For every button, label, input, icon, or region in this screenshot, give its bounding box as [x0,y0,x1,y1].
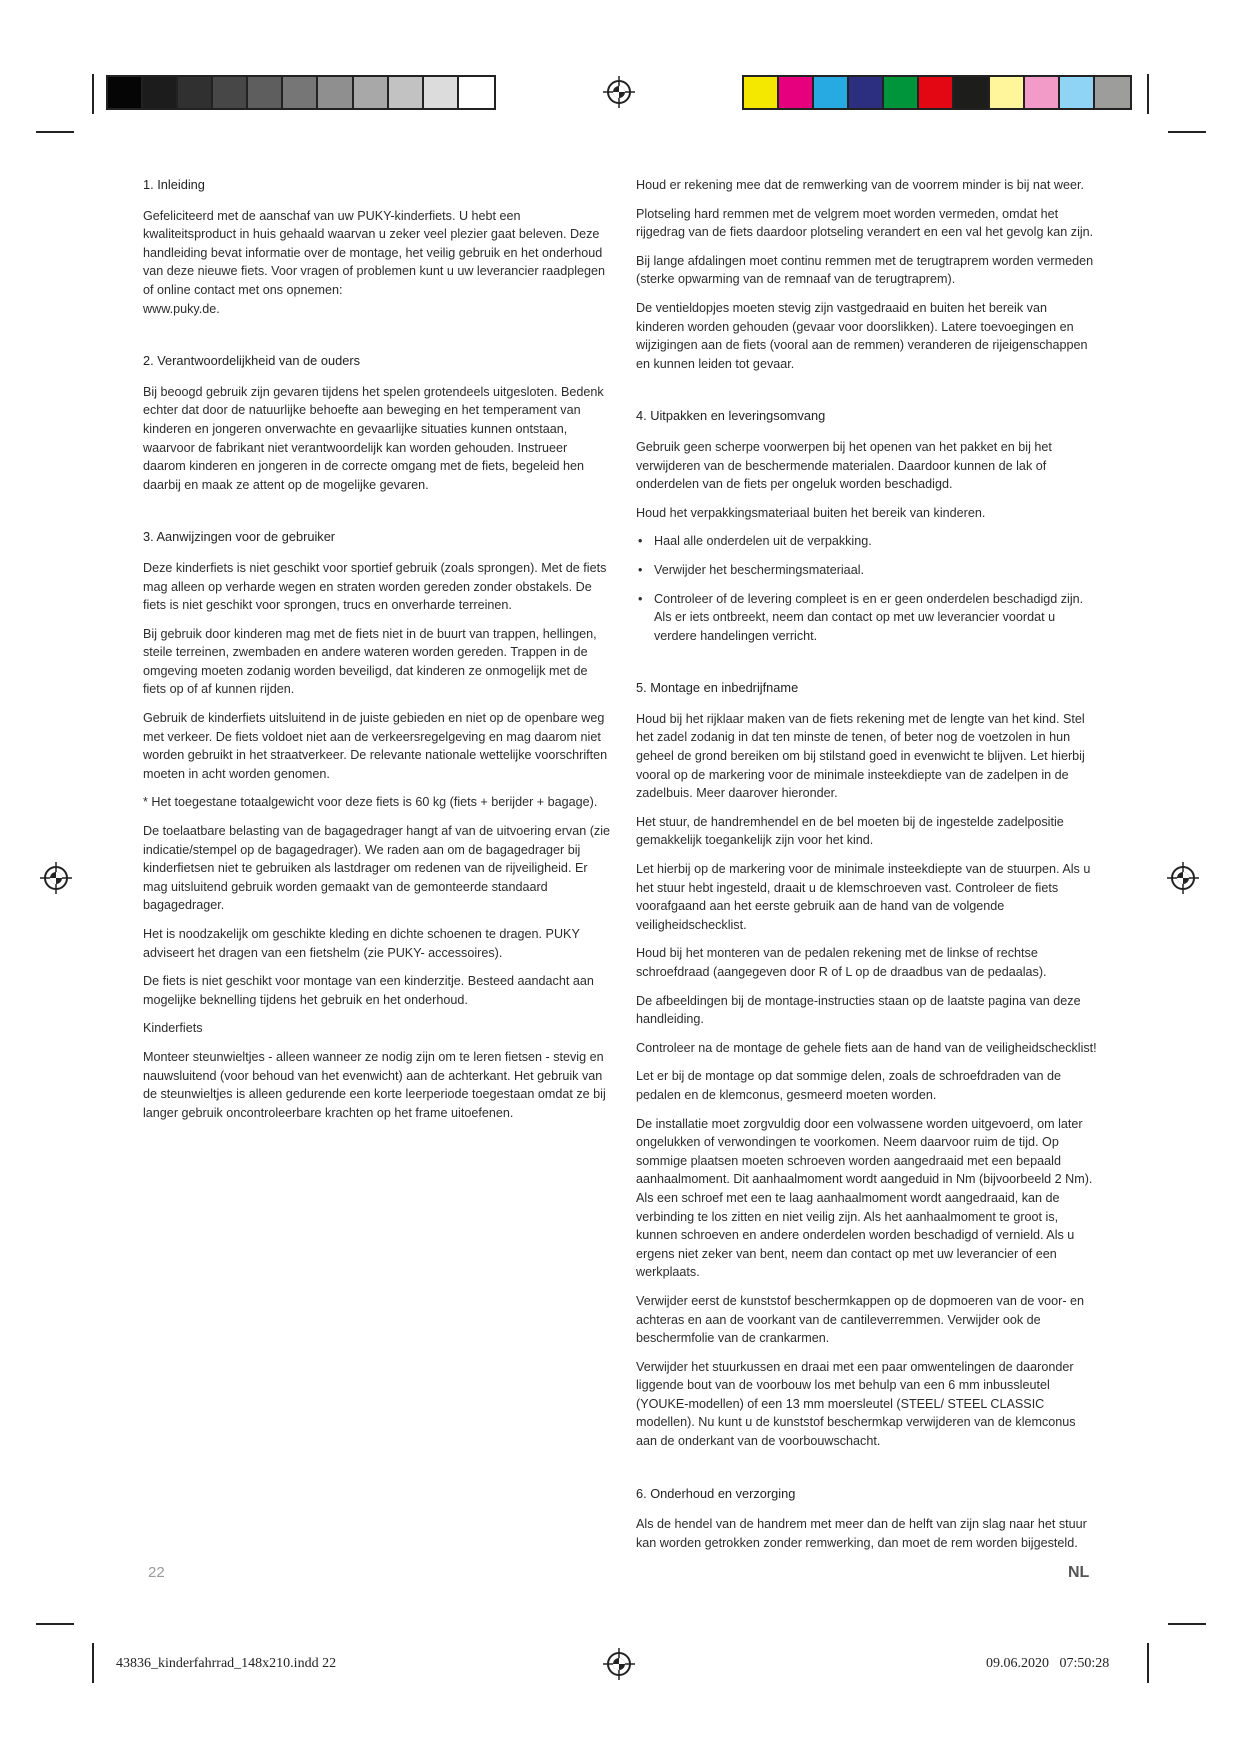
left-column [143,176,613,1132]
paragraph: De ventieldopjes moeten stevig zijn vastgedraaid en buiten het bereik van kinderen worden gehouden (gevaar voor doorslikken). Latere toevoegingen en wijzigingen aan de fiets (vooral aan de remmen) veranderen de rijeigenschappen en kunnen leiden tot gevaar. [636,300,1088,371]
file-name-slug: 43836_kinderfahrrad_148x210.indd 22 [116,1656,337,1671]
color-swatch [954,77,989,108]
color-swatch [178,77,213,108]
paragraph: De toelaatbare belasting van de bagagedrager hangt af van de uitvoering ervan (zie indicatie/stempel op de bagagedrager). We raden aan om de bagagedrager bij kinderfietsen niet te gebruiken als lastdrager om redenen van de rijveiligheid. Er mag uitsluitend gebruik worden gemaakt van de gemonteerde standaard bagagedrager. [143,824,610,913]
crop-mark-bottom-left-v [92,1643,94,1683]
paragraph: Gebruik geen scherpe voorwerpen bij het openen van het pakket en bij het verwijderen van de beschermende materialen. Daardoor kunnen de lak of onderdelen van de fiets per ongeluk worden beschadigd. [636,439,1052,492]
color-swatch [248,77,283,108]
registration-mark-icon [603,1648,635,1680]
website-link[interactable]: www.puky.de. [143,301,220,316]
section-heading-maintenance: 6. Onderhoud en verzorging [636,1485,796,1501]
color-swatch [354,77,389,108]
paragraph: Monteer steunwieltjes - alleen wanneer ze nodig zijn om te leren fietsen - stevig en nauwsluitend (voor behoud van het evenwicht) aan de achterkant. Het gebruik van de steunwieltjes is alleen gedurende een korte leerperiode toegestaan omdat ze bij langer gebruik oncontroleerbare krachten op het frame uitoefenen. [143,1049,606,1120]
paragraph: De fiets is niet geschikt voor montage van een kinderzitje. Besteed aandacht aan mogelijke beknelling tijdens het gebruik en het onderhoud. [143,974,594,1007]
paragraph: Het is noodzakelijk om geschikte kleding en dichte schoenen te dragen. PUKY adviseert het dragen van een fietshelm (zie PUKY- accessoires). [143,927,580,960]
paragraph: Houd bij het rijklaar maken van de fiets rekening met de lengte van het kind. Stel het zadel zodanig in dat ten minste de tenen, of beter nog de voetzolen in hun geheel de grond bereiken om bij stilstand goed in evenwicht te blijven. Let hierbij vooral op de markering voor de minimale insteekdiepte van de zadelpen in de zadelbuis. Meer daarover hieronder. [636,711,1085,801]
color-swatch [1060,77,1095,108]
paragraph: Bij gebruik door kinderen mag met de fiets niet in de buurt van trappen, hellingen, steile terreinen, zwembaden en andere wateren worden gereden. Trappen in de omgeving moeten zodanig worden beveiligd, dat kinderen ze onmogelijk met de fiets op of af kunnen rijden. [143,626,597,697]
paragraph: De installatie moet zorgvuldig door een volwassene worden uitgevoerd, om later ongelukken of verwondingen te voorkomen. Neem daarvoor ruim de tijd. Op sommige plaatsen moeten schroeven worden aangedraaid met een bepaald aanhaalmoment. Dit aanhaalmoment wordt aangeduid in Nm (bijvoorbeeld 2 Nm). Als een schroef met een te laag aanhaalmoment wordt aangedraaid, kan de verbinding te los zitten en niet veilig zijn. Als het aanhaalmoment te groot is, kunnen schroeven en andere onderdelen worden beschadigd of vernield. Als u ergens niet zeker van bent, neem dan contact op met uw leverancier of een werkplaats. [636,1116,1093,1280]
color-swatch [744,77,779,108]
color-swatch [143,77,178,108]
paragraph: Verwijder eerst de kunststof beschermkappen op de dopmoeren van de voor- en achteras en aan de voorkant van de cantileverremmen. Verwijder ook de beschermfolie van de crankarmen. [636,1293,1085,1346]
paragraph: Plotseling hard remmen met de velgrem moet worden vermeden, omdat het rijgedrag van de fiets daardoor plotseling verandert en een val het gevolg kan zijn. [636,206,1094,240]
color-swatch [779,77,814,108]
crop-mark-top-right-v [1147,74,1149,114]
process-color-bar [742,75,1132,110]
paragraph: Bij beoogd gebruik zijn gevaren tijdens het spelen grotendeels uitgesloten. Bedenk echter dat door de natuurlijke behoefte aan beweging en het temperament van kinderen en jongeren onverwachte en gevaarlijke situaties kunnen ontstaan, waarvoor de fabrikant niet verantwoordelijk kan worden gehouden. Instrueer daarom kinderen en jongeren in de correcte omgang met de fiets, begeleid hen daarbij en maak ze attent op de mogelijke gevaren. [143,384,604,492]
list-item: • Controleer of de levering compleet is en er geen onderdelen beschadigd zijn. Als er iets ontbreekt, neem dan contact op met uw leverancier voordat u verdere handelingen verricht. [636,590,1098,646]
paragraph: Gefeliciteerd met de aanschaf van uw PUKY-kinderfiets. U hebt een kwaliteitsproduct in huis gehaald waarvan u zeker veel plezier gaat beleven. Deze handleiding bevat informatie over de montage, het veilig gebruik en het onderhoud van deze nieuwe fiets. Voor vragen of problemen kunt u uw leverancier raadplegen of online contact met ons opnemen: [143,208,606,297]
color-swatch [283,77,318,108]
section-heading-parental-responsibility: 2. Verantwoordelijkheid van de ouders [143,353,360,369]
color-swatch [884,77,919,108]
paragraph: Let hierbij op de markering voor de minimale insteekdiepte van de stuurpen. Als u het stuur hebt ingesteld, draait u de klemschroeven vast. Controleer de fiets voorafgaand aan het eerste gebruik aan de hand van de volgende veiligheidschecklist. [636,862,1091,932]
color-swatch [990,77,1025,108]
paragraph: Controleer na de montage de gehele fiets aan de hand van de veiligheidschecklist! [636,1040,1097,1055]
color-swatch [1095,77,1130,108]
paragraph: Let er bij de montage op dat sommige delen, zoals de schroefdraden van de pedalen en de klemconus, gesmeerd moeten worden. [636,1069,1061,1102]
language-code: NL [1068,1564,1090,1581]
color-swatch [318,77,353,108]
color-swatch [424,77,459,108]
paragraph: * Het toegestane totaalgewicht voor deze fiets is 60 kg (fiets + berijder + bagage). [143,795,598,810]
color-swatch [459,77,494,108]
paragraph: Gebruik de kinderfiets uitsluitend in de juiste gebieden en niet op de openbare weg met verkeer. De fiets voldoet niet aan de verkeersregelgeving en mag daarom niet worden gebruikt in het straatverkeer. De relevante nationale wettelijke voorschriften moeten in acht worden genomen. [143,711,608,781]
list-item: • Haal alle onderdelen uit de verpakking. [636,532,1098,551]
section-heading-introduction: 1. Inleiding [143,177,205,192]
paragraph: Deze kinderfiets is niet geschikt voor sportief gebruik (zoals sprongen). Met de fiets mag alleen op verharde wegen en straten worden gereden zonder obstakels. De fiets is niet geschikt voor sprongen, trucs en onverharde terreinen. [143,560,607,613]
color-swatch [814,77,849,108]
paragraph: Het stuur, de handremhendel en de bel moeten bij de ingestelde zadelpositie gemakkelijk toegankelijk zijn voor het kind. [636,814,1064,848]
registration-mark-icon [1167,862,1199,894]
paragraph: Houd bij het monteren van de pedalen rekening met de linkse of rechtse schroefdraad (aangegeven door R of L op de draadbus van de pedaalas). [636,946,1047,979]
crop-mark-bottom-right-h [1168,1623,1206,1625]
crop-mark-top-left-h [36,131,74,133]
right-column [636,176,1098,1562]
color-swatch [213,77,248,108]
paragraph: Verwijder het stuurkussen en draai met een paar omwentelingen de daaronder liggende bout van de voorbouw los met behulp van een 6 mm inbussleutel (YOUKE-modellen) of een 13 mm moersleutel (STEEL/ STEEL CLASSIC modellen). Nu kunt u de kunststof beschermkap verwijderen van de klemconus aan de onderkant van de voorbouwschacht. [636,1359,1076,1449]
list-item: • Verwijder het beschermingsmateriaal. [636,561,1098,580]
registration-mark-icon [603,76,635,108]
subheading-kinderfiets: Kinderfiets [143,1021,203,1036]
paragraph: Bij lange afdalingen moet continu remmen met de terugtraprem worden vermeden (sterke opwarming van de remnaaf van de terugtraprem). [636,253,1094,287]
timestamp-slug: 09.06.2020 07:50:28 [986,1656,1110,1671]
page-number: 22 [148,1564,165,1581]
paragraph: De afbeeldingen bij de montage-instructies staan op de laatste pagina van deze handleiding. [636,993,1081,1027]
color-swatch [108,77,143,108]
color-swatch [919,77,954,108]
section-heading-user-instructions: 3. Aanwijzingen voor de gebruiker [143,529,336,545]
paragraph: Houd het verpakkingsmateriaal buiten het bereik van kinderen. [636,505,986,520]
registration-mark-icon [40,862,72,894]
crop-mark-top-right-h [1168,131,1206,133]
crop-mark-bottom-left-h [36,1623,74,1625]
crop-mark-bottom-right-v [1147,1643,1149,1683]
grayscale-color-bar [106,75,496,110]
paragraph: Als de hendel van de handrem met meer dan de helft van zijn slag naar het stuur kan worden getrokken zonder remwerking, dan moet de rem worden bijgesteld. [636,1517,1087,1550]
color-swatch [849,77,884,108]
unpacking-checklist [636,532,1098,645]
color-swatch [389,77,424,108]
section-heading-assembly: 5. Montage en inbedrijfname [636,680,799,696]
crop-mark-top-left-v [92,74,94,114]
paragraph: Houd er rekening mee dat de remwerking van de voorrem minder is bij nat weer. [636,178,1084,192]
section-heading-unpacking: 4. Uitpakken en leveringsomvang [636,408,826,424]
color-swatch [1025,77,1060,108]
